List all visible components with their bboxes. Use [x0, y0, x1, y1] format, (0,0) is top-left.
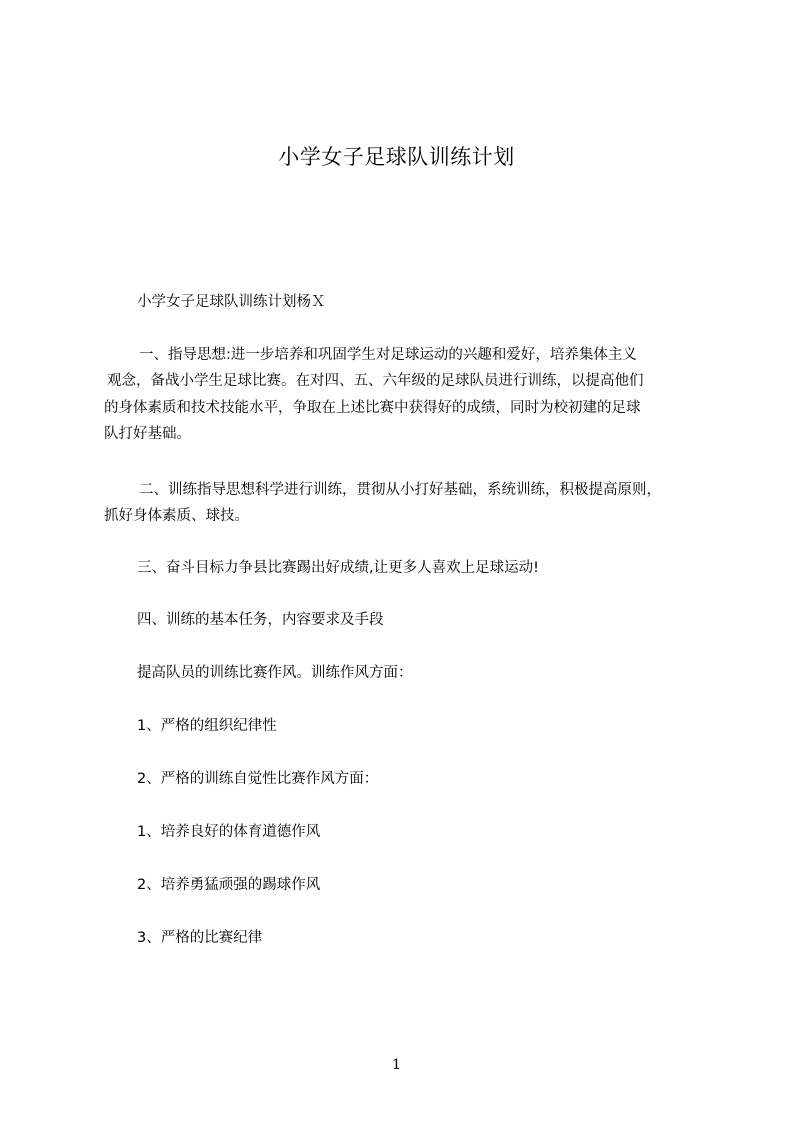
list-item: 2、培养勇猛顽强的踢球作风	[137, 877, 321, 893]
list-item: 1、严格的组织纪律性	[137, 718, 277, 734]
section2-line2: 抓好身体素质、球技。	[104, 508, 249, 524]
section1-line1: 一、指导思想:进一步培养和巩固学生对足球运动的兴趣和爱好，培养集体主义	[139, 347, 637, 363]
author-line: 小学女子足球队训练计划杨Ｘ	[137, 294, 326, 310]
section1-line3: 的身体素质和技术技能水平，争取在上述比赛中获得好的成绩，同时为校初建的足球	[104, 400, 641, 416]
list-item: 2、严格的训练自觉性比赛作风方面：	[137, 771, 379, 787]
section2-line1: 二、训练指导思想科学进行训练，贯彻从小打好基础，系统训练，积极提高原则，	[139, 482, 661, 498]
section3-line: 三、奋斗目标力争县比赛踢出好成绩,让更多人喜欢上足球运动!	[137, 560, 539, 576]
training-style-intro: 提高队员的训练比赛作风。训练作风方面：	[137, 665, 413, 681]
list-item: 3、严格的比赛纪律	[137, 930, 263, 946]
section1-line2: 观念，备战小学生足球比赛。在对四、五、六年级的足球队员进行训练，以提高他们	[107, 373, 644, 389]
section1-line4: 队打好基础。	[104, 426, 191, 442]
document-title: 小学女子足球队训练计划	[278, 145, 515, 169]
section4-heading: 四、训练的基本任务，内容要求及手段	[137, 612, 384, 628]
page-number: 1	[392, 1057, 401, 1073]
list-item: 1、培养良好的体育道德作风	[137, 824, 321, 840]
